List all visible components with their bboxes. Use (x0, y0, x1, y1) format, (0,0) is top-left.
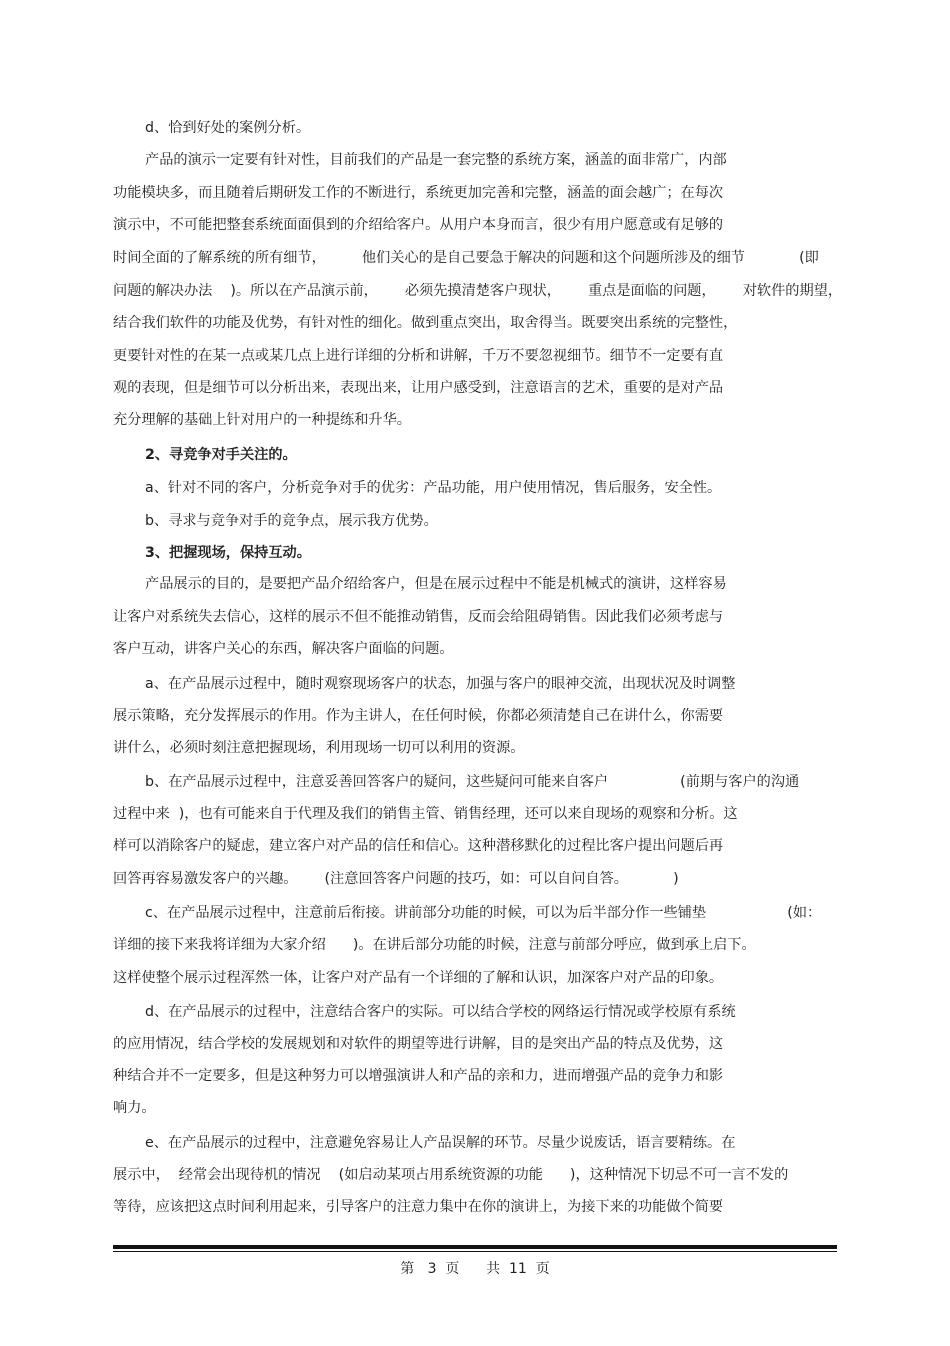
text-line: 更要针对性的在某一点或某几点上进行详细的分析和讲解，千万不要忽视细节。细节不一定要有直 (113, 348, 724, 364)
text-line: 这样使整个展示过程浑然一体，让客户对产品有一个详细的了解和认识，加深客户对产品的印象。 (113, 970, 724, 986)
page-number: 第 3 页 共 11 页 (400, 1261, 550, 1277)
text-line: 响力。 (113, 1100, 156, 1116)
footer-rule-thin (113, 1251, 837, 1252)
text-line: 产品展示的目的，是要把产品介绍给客户，但是在展示过程中不能是机械式的演讲，这样容易 (145, 576, 727, 592)
text-line: 详细的接下来我将详细为大家介绍 )。在讲后部分功能的时候，注意与前部分呼应，做到承上启下。 (113, 937, 756, 953)
text-line: 演示中，不可能把整套系统面面俱到的介绍给客户。从用户本身而言，很少有用户愿意或有足够的 (113, 217, 724, 233)
text-line: 等待，应该把这点时间利用起来，引导客户的注意力集中在你的演讲上，为接下来的功能做个简要 (113, 1199, 724, 1215)
text-line: 观的表现，但是细节可以分析出来，表现出来，让用户感受到，注意语言的艺术，重要的是对产品 (113, 380, 724, 396)
text-line: 讲什么，必须时刻注意把握现场，利用现场一切可以利用的资源。 (113, 740, 525, 756)
text-line: 过程中来 )，也有可能来自于代理及我们的销售主管、销售经理，还可以来自现场的观察和分析。这 (113, 806, 738, 822)
text-line: b、寻求与竞争对手的竞争点，展示我方优势。 (145, 513, 438, 529)
text-line: a、针对不同的客户，分析竞争对手的优劣：产品功能，用户使用情况，售后服务，安全性。 (145, 480, 722, 496)
text-line: 充分理解的基础上针对用户的一种提练和升华。 (113, 412, 411, 428)
text-line: b、在产品展示过程中，注意妥善回答客户的疑问，这些疑问可能来自客户 (前期与客户的沟通 (145, 774, 800, 790)
text-line: 结合我们软件的功能及优势，有针对性的细化。做到重点突出，取舍得当。既要突出系统的完整性， (113, 315, 738, 331)
text-line: 功能模块多，而且随着后期研发工作的不断进行，系统更加完善和完整，涵盖的面会越广；在每次 (113, 185, 724, 201)
text-line: 产品的演示一定要有针对性，目前我们的产品是一套完整的系统方案，涵盖的面非常广，内部 (145, 152, 727, 168)
text-line: 的应用情况，结合学校的发展规划和对软件的期望等进行讲解，目的是突出产品的特点及优势，这 (113, 1036, 724, 1052)
text-line: 展示中， 经常会出现待机的情况 (如启动某项占用系统资源的功能 )，这种情况下切忌不可一言不发的 (113, 1167, 789, 1183)
text-line: c、在产品展示过程中，注意前后衔接。讲前部分功能的时候，可以为后半部分作一些铺垫 (如： (145, 905, 822, 921)
footer-rule (113, 1245, 837, 1249)
section-heading: 2、寻竞争对手关注的。 (145, 447, 297, 463)
text-line: 时间全面的了解系统的所有细节， 他们关心的是自己要急于解决的问题和这个问题所涉及的细节 (即 (113, 250, 819, 266)
text-line: 回答再容易激发客户的兴趣。 (注意回答客户问题的技巧，如：可以自问自答。 ) (113, 871, 679, 887)
text-line: d、在产品展示的过程中，注意结合客户的实际。可以结合学校的网络运行情况或学校原有系统 (145, 1004, 736, 1020)
text-line: d、恰到好处的案例分析。 (145, 120, 311, 136)
text-line: 展示策略，充分发挥展示的作用。作为主讲人，在任何时候，你都必须清楚自己在讲什么，你需要 (113, 708, 724, 724)
text-line: 种结合并不一定要多，但是这种努力可以增强演讲人和产品的亲和力，进而增强产品的竞争力和影 (113, 1068, 724, 1084)
text-line: a、在产品展示过程中，随时观察现场客户的状态，加强与客户的眼神交流，出现状况及时调整 (145, 676, 736, 692)
text-line: 让客户对系统失去信心，这样的展示不但不能推动销售，反而会给阻碍销售。因此我们必须考虑与 (113, 609, 724, 625)
text-line: 客户互动，讲客户关心的东西，解决客户面临的问题。 (113, 641, 454, 657)
text-line: 样可以消除客户的疑虑，建立客户对产品的信任和信心。这种潜移默化的过程比客户提出问题后再 (113, 838, 724, 854)
text-line: 问题的解决办法 )。所以在产品演示前， 必须先摸清楚客户现状， 重点是面临的问题， 对软件的期望， (113, 283, 843, 299)
section-heading: 3、把握现场，保持互动。 (145, 545, 311, 561)
text-line: e、在产品展示的过程中，注意避免容易让人产品误解的环节。尽量少说废话，语言要精练。在 (145, 1135, 736, 1151)
